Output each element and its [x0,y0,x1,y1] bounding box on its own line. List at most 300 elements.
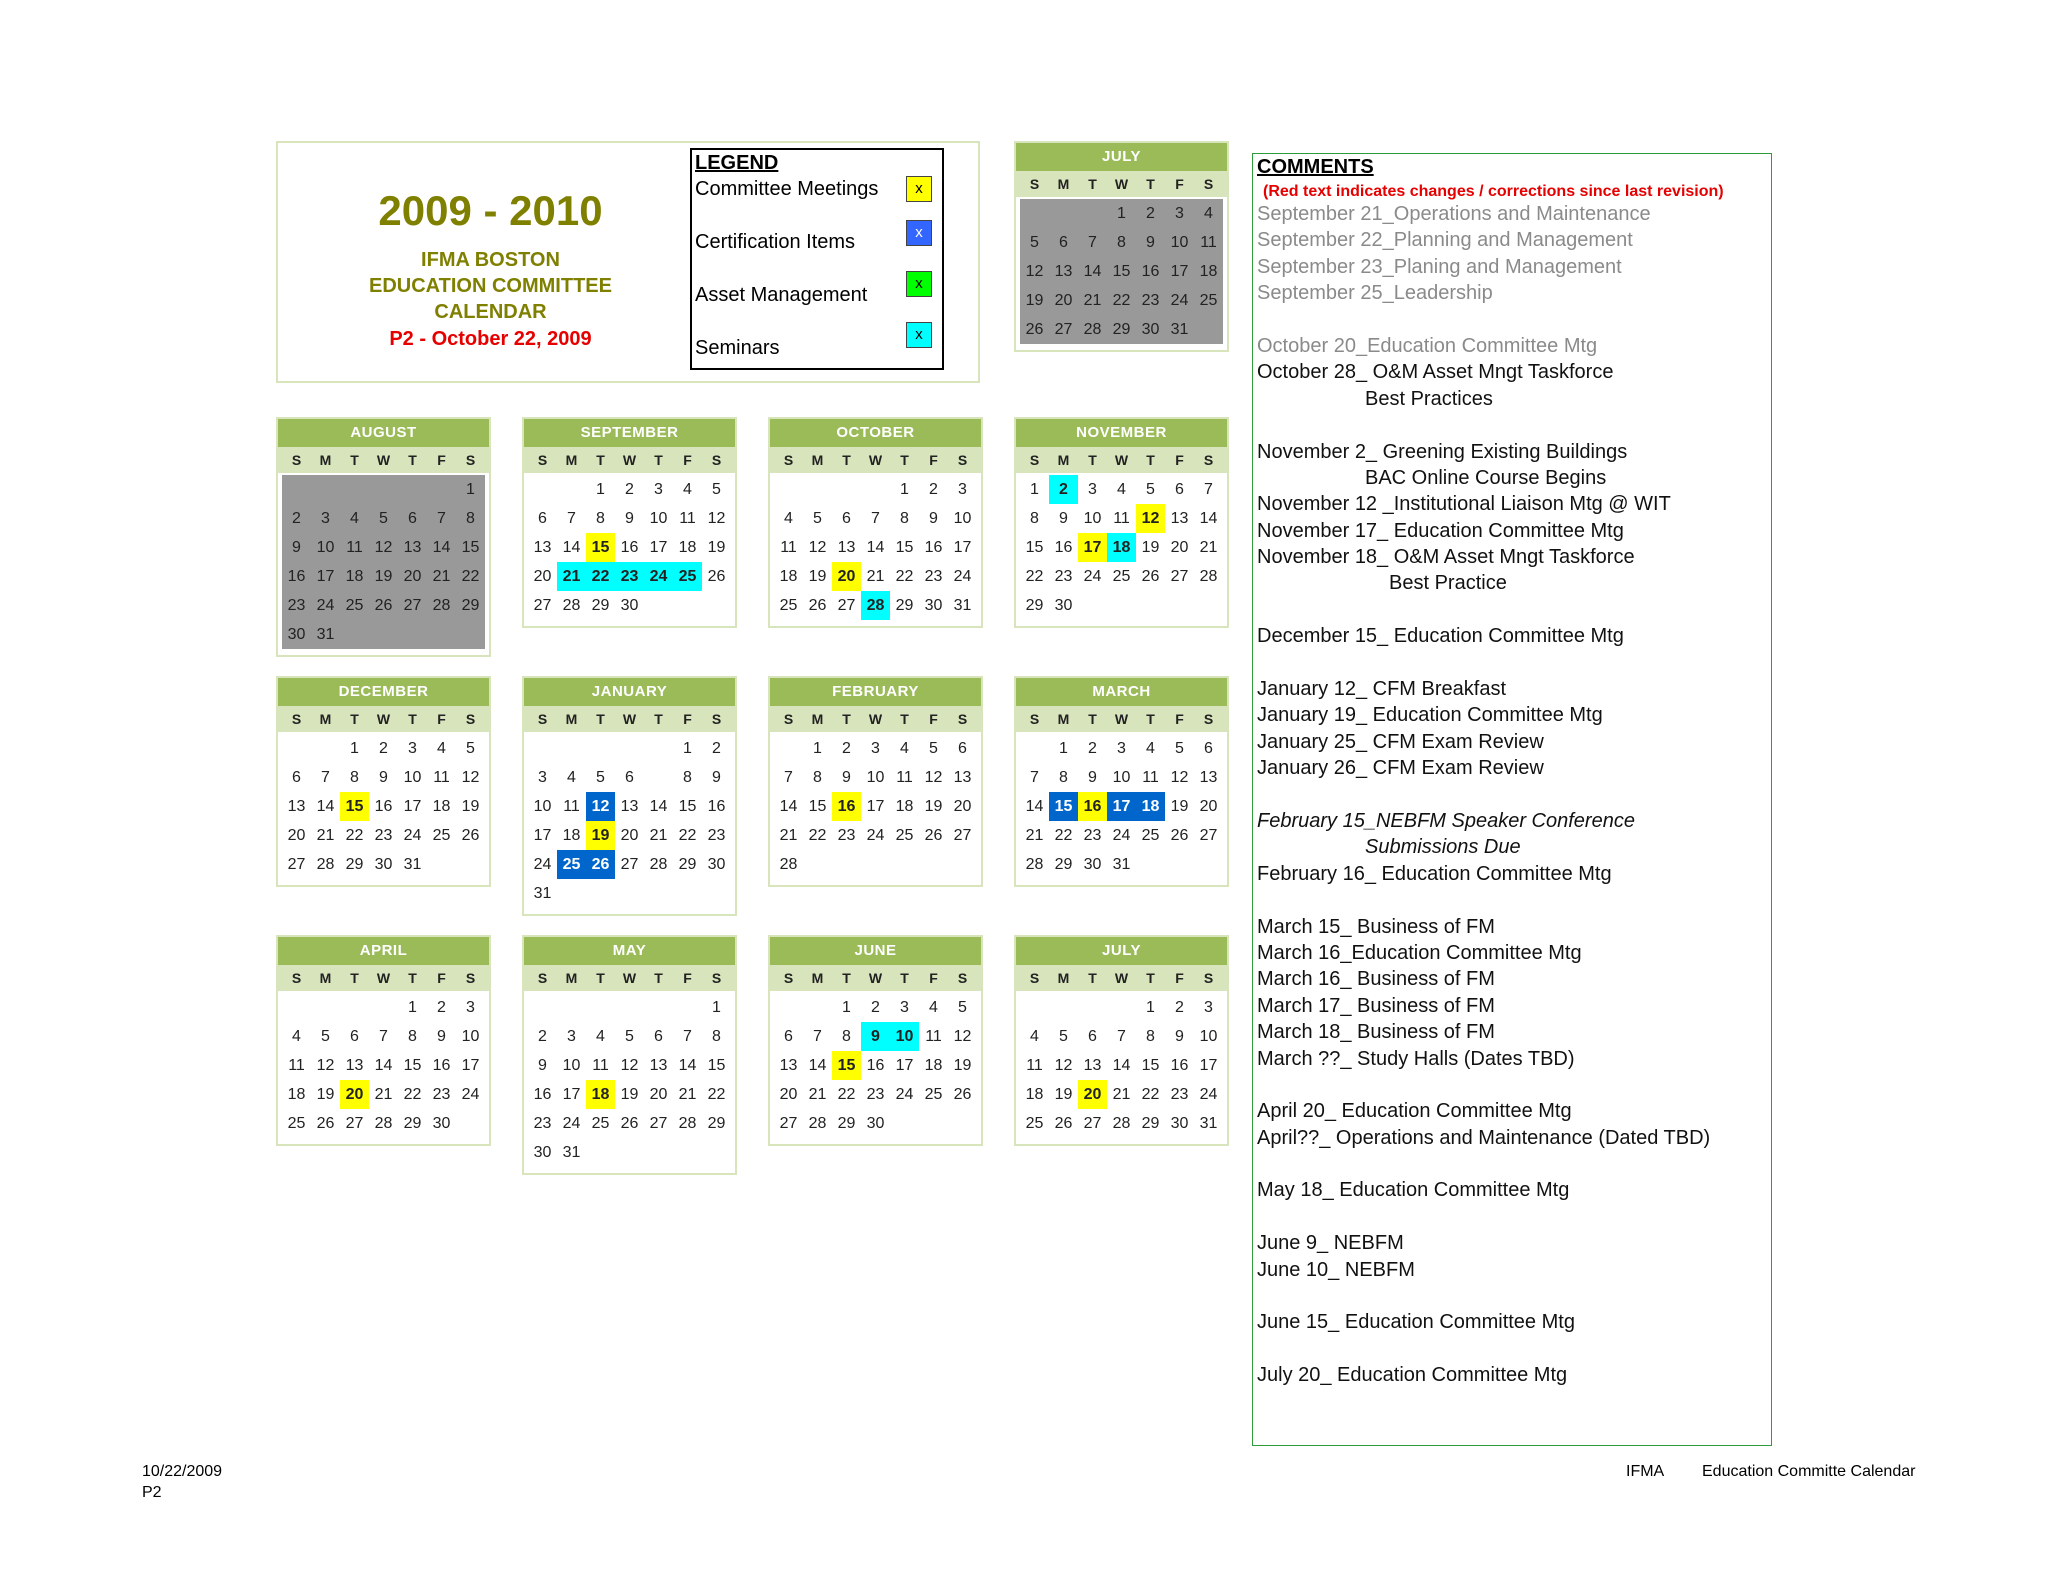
day-cell: 14 [1112,1057,1131,1074]
day-cell: 4 [683,481,692,498]
month-name: FEBRUARY [770,678,981,706]
day-cell: 4 [929,999,938,1016]
day-cell: 14 [678,1057,697,1074]
day-cell-seminar: 21 [557,562,586,591]
weekday-label: F [437,970,446,986]
day-cell: 14 [374,1057,393,1074]
weekday-header [1016,706,1227,732]
day-cell: 10 [1112,769,1131,786]
day-cell: 2 [282,504,311,533]
day-cell: 11 [1026,1057,1043,1074]
day-cell: 26 [316,1115,335,1132]
weekday-label: W [376,452,391,468]
day-cell: 18 [678,539,697,556]
day-cell: 18 [432,798,451,815]
day-cell: 9 [282,533,311,562]
empty-day-cell [890,1109,919,1138]
day-cell: 12 [369,533,398,562]
day-cell: 9 [929,510,938,527]
day-cell: 9 [437,1028,446,1045]
weekday-label: M [565,970,578,986]
empty-day-cell [557,993,586,1022]
day-cell: 25 [591,1115,610,1132]
day-cell: 5 [958,999,967,1016]
day-cell: 21 [678,1086,697,1103]
comment-spacer [1257,412,1771,438]
empty-day-cell [673,879,702,908]
weekday-label: T [1146,176,1155,192]
day-cell: 28 [649,856,668,873]
day-cell: 12 [953,1028,972,1045]
comment-spacer [1257,1283,1771,1309]
weekday-label: T [596,711,605,727]
day-cell: 6 [842,510,851,527]
day-cell: 20 [398,562,427,591]
empty-day-cell [1078,591,1107,620]
day-grid [524,732,735,914]
weekday-label: F [437,711,446,727]
day-cell: 25 [1141,827,1160,844]
legend-swatch-committee: x [906,176,932,202]
day-cell: 24 [403,827,422,844]
day-cell: 7 [1204,481,1213,498]
day-cell: 4 [567,769,576,786]
legend-label-certification: Certification Items [695,231,856,253]
day-cell: 6 [625,769,634,786]
day-cell: 23 [1083,827,1102,844]
day-grid [770,991,981,1144]
empty-day-cell [1136,850,1165,879]
day-cell: 5 [1146,481,1155,498]
day-cell: 6 [1049,228,1078,257]
comment-line: March 16_Education Committee Mtg [1257,941,1582,964]
weekday-label: M [811,711,824,727]
day-cell: 16 [620,539,639,556]
day-cell: 8 [1146,1028,1155,1045]
month-january [522,676,737,916]
day-cell: 27 [345,1115,364,1132]
day-cell: 10 [1199,1028,1218,1045]
day-cell: 4 [1194,199,1223,228]
weekday-label: W [1114,970,1129,986]
day-cell: 24 [562,1115,581,1132]
weekday-label: T [900,452,909,468]
weekday-label: S [537,452,548,468]
weekday-label: T [408,711,417,727]
empty-day-cell [1165,850,1194,879]
day-cell: 15 [1141,1057,1160,1074]
day-cell: 28 [1112,1115,1131,1132]
day-cell: 18 [924,1057,943,1074]
weekday-label: S [1203,452,1214,468]
weekday-label: W [1114,452,1129,468]
day-cell: 30 [1136,315,1165,344]
month-name: JANUARY [524,678,735,706]
day-cell: 20 [1199,798,1218,815]
day-cell: 21 [649,827,668,844]
day-cell: 30 [374,856,393,873]
day-cell: 21 [1112,1086,1131,1103]
month-name: DECEMBER [278,678,489,706]
day-cell: 4 [1030,1028,1039,1045]
empty-day-cell [528,993,557,1022]
comment-spacer [1257,1151,1771,1177]
weekday-label: S [711,970,722,986]
day-cell: 8 [456,504,485,533]
weekday-label: S [465,452,476,468]
day-cell-committee: 20 [1078,1080,1107,1109]
day-cell: 26 [461,827,480,844]
empty-day-cell [427,850,456,879]
day-cell: 19 [369,562,398,591]
day-cell: 28 [1199,568,1218,585]
weekday-header [524,706,735,732]
day-cell: 12 [924,769,943,786]
day-cell: 3 [1165,199,1194,228]
weekday-label: F [683,452,692,468]
weekday-label: T [842,970,851,986]
month-name: MAY [524,937,735,965]
empty-day-cell [861,475,890,504]
day-cell: 11 [925,1028,942,1045]
comment-line: January 12_ CFM Breakfast [1257,678,1506,701]
day-cell: 21 [1199,539,1218,556]
day-cell: 26 [620,1115,639,1132]
day-cell: 3 [900,999,909,1016]
day-cell: 23 [282,591,311,620]
comment-line: December 15_ Education Committee Mtg [1257,625,1624,648]
day-cell-committee: 19 [586,821,615,850]
day-cell: 28 [374,1115,393,1132]
day-cell: 15 [1025,539,1044,556]
month-name: MARCH [1016,678,1227,706]
day-cell: 26 [808,597,827,614]
weekday-label: M [1057,711,1070,727]
day-cell: 16 [374,798,393,815]
day-cell: 31 [403,856,422,873]
day-cell: 2 [1088,740,1097,757]
day-cell: 16 [1170,1057,1189,1074]
comment-line: March 16_ Business of FM [1257,968,1495,991]
weekday-label: S [1029,176,1040,192]
day-cell: 8 [712,1028,721,1045]
day-cell: 7 [683,1028,692,1045]
empty-day-cell [644,734,673,763]
day-cell: 1 [350,740,359,757]
day-cell: 13 [620,798,639,815]
weekday-header [770,965,981,991]
day-cell: 30 [924,597,943,614]
day-cell: 10 [311,533,340,562]
day-cell: 22 [707,1086,726,1103]
month-december [276,676,491,887]
day-cell: 12 [1020,257,1049,286]
day-cell: 28 [1025,856,1044,873]
day-cell: 6 [1204,740,1213,757]
comment-spacer [1257,1336,1771,1362]
day-cell: 9 [625,510,634,527]
month-name: SEPTEMBER [524,419,735,447]
day-cell-certification: 12 [586,792,615,821]
day-cell: 17 [1199,1057,1218,1074]
empty-day-cell [1020,199,1049,228]
weekday-label: S [711,452,722,468]
day-cell: 13 [1199,769,1218,786]
weekday-label: W [376,711,391,727]
day-cell: 11 [1142,769,1159,786]
day-cell: 3 [654,481,663,498]
weekday-label: M [1057,176,1070,192]
empty-day-cell [1165,591,1194,620]
day-cell: 18 [340,562,369,591]
day-cell: 24 [895,1086,914,1103]
day-cell: 30 [282,620,311,649]
day-cell: 31 [1112,856,1131,873]
day-cell: 15 [808,798,827,815]
day-cell: 11 [1194,228,1223,257]
day-cell: 9 [1059,510,1068,527]
weekday-label: M [565,452,578,468]
empty-day-cell [673,993,702,1022]
day-cell: 23 [707,827,726,844]
weekday-label: M [565,711,578,727]
committee-name: EDUCATION COMMITTEE [369,275,612,297]
day-cell: 13 [649,1057,668,1074]
day-cell: 28 [427,591,456,620]
weekday-label: T [1146,970,1155,986]
weekday-header [1016,171,1227,197]
day-cell: 10 [533,798,552,815]
day-cell: 21 [808,1086,827,1103]
day-cell: 22 [895,568,914,585]
day-grid [770,732,981,885]
day-cell-committee: 16 [1078,792,1107,821]
day-cell: 13 [953,769,972,786]
weekday-label: F [1175,970,1184,986]
comment-line: November 12 _Institutional Liaison Mtg @ WIT [1257,493,1671,516]
day-cell-certification: 15 [1049,792,1078,821]
empty-day-cell [369,993,398,1022]
weekday-label: S [537,711,548,727]
day-cell: 14 [316,798,335,815]
day-cell: 20 [953,798,972,815]
day-cell: 8 [350,769,359,786]
day-cell: 21 [316,827,335,844]
day-cell: 7 [1117,1028,1126,1045]
comment-line: July 20_ Education Committee Mtg [1257,1364,1568,1387]
day-cell: 5 [1059,1028,1068,1045]
day-cell: 22 [456,562,485,591]
legend-label-seminars: Seminars [695,337,780,359]
day-cell: 29 [1107,315,1136,344]
comment-line: April 20_ Education Committee Mtg [1257,1100,1572,1123]
weekday-label: F [683,711,692,727]
day-cell: 3 [567,1028,576,1045]
day-cell: 29 [1141,1115,1160,1132]
day-cell: 30 [1054,597,1073,614]
day-cell: 17 [895,1057,914,1074]
day-cell: 23 [1136,286,1165,315]
day-cell-committee: 20 [340,1080,369,1109]
day-cell: 23 [837,827,856,844]
empty-day-cell [1020,993,1049,1022]
day-cell: 19 [1020,286,1049,315]
day-cell: 27 [398,591,427,620]
comment-line: June 10_ NEBFM [1257,1258,1415,1281]
day-cell: 3 [1088,481,1097,498]
day-cell: 31 [1199,1115,1218,1132]
day-cell: 3 [466,999,475,1016]
day-cell: 8 [683,769,692,786]
legend-swatch-asset: x [906,271,932,297]
day-cell: 22 [678,827,697,844]
day-cell: 31 [953,597,972,614]
day-cell: 12 [1054,1057,1073,1074]
day-cell: 7 [871,510,880,527]
day-cell: 1 [1059,740,1068,757]
day-cell: 9 [1136,228,1165,257]
weekday-label: S [1029,970,1040,986]
day-cell: 1 [1030,481,1039,498]
day-cell: 20 [779,1086,798,1103]
weekday-label: F [929,970,938,986]
day-cell: 6 [654,1028,663,1045]
day-cell: 21 [374,1086,393,1103]
day-cell: 8 [900,510,909,527]
comment-line: November 2_ Greening Existing Buildings [1257,440,1628,463]
legend-title: LEGEND [695,152,779,174]
day-cell: 13 [1170,510,1189,527]
day-cell: 8 [1107,228,1136,257]
day-cell: 5 [596,769,605,786]
day-cell-certification: 18 [1136,792,1165,821]
day-cell-committee: 12 [1136,504,1165,533]
day-cell: 9 [842,769,851,786]
day-cell: 2 [712,740,721,757]
day-cell: 14 [779,798,798,815]
day-cell: 1 [456,475,485,504]
day-cell: 18 [1025,1086,1044,1103]
weekday-label: T [1088,970,1097,986]
day-cell: 27 [837,597,856,614]
weekday-label: S [465,970,476,986]
empty-day-cell [861,850,890,879]
weekday-label: W [868,452,883,468]
day-cell: 29 [403,1115,422,1132]
day-cell: 1 [712,999,721,1016]
day-cell: 25 [779,597,798,614]
day-cell: 5 [1175,740,1184,757]
weekday-label: S [1029,452,1040,468]
comment-line: January 19_ Education Committee Mtg [1257,704,1603,727]
day-cell: 22 [837,1086,856,1103]
month-name: AUGUST [278,419,489,447]
weekday-label: S [1203,970,1214,986]
empty-day-cell [948,1109,977,1138]
day-cell: 21 [779,827,798,844]
day-cell: 14 [427,533,456,562]
day-cell: 22 [1107,286,1136,315]
day-cell: 11 [1113,510,1130,527]
day-cell: 13 [1083,1057,1102,1074]
day-cell: 27 [953,827,972,844]
day-cell: 14 [649,798,668,815]
day-cell: 28 [1078,315,1107,344]
day-cell: 5 [1020,228,1049,257]
day-cell: 16 [707,798,726,815]
empty-day-cell [1049,199,1078,228]
month-name: JUNE [770,937,981,965]
day-cell: 8 [1059,769,1068,786]
comment-spacer [1257,650,1771,676]
day-cell: 7 [813,1028,822,1045]
footer-doc: Education Committe Calendar [1702,1463,1916,1480]
empty-day-cell [1020,734,1049,763]
calendar-years: 2009 - 2010 [378,187,603,234]
day-cell: 13 [837,539,856,556]
revision-label: P2 - October 22, 2009 [389,328,592,350]
weekday-label: T [900,711,909,727]
weekday-label: F [1175,711,1184,727]
day-cell: 26 [369,591,398,620]
empty-day-cell [615,993,644,1022]
day-cell: 23 [374,827,393,844]
weekday-label: W [868,970,883,986]
day-cell: 27 [1083,1115,1102,1132]
month-march [1014,676,1229,887]
day-cell: 25 [1194,286,1223,315]
weekday-label: T [654,711,663,727]
empty-day-cell [644,879,673,908]
day-cell: 3 [1204,999,1213,1016]
empty-day-cell [586,879,615,908]
day-cell: 6 [398,504,427,533]
day-cell: 5 [466,740,475,757]
day-cell: 3 [871,740,880,757]
empty-day-cell [615,734,644,763]
empty-day-cell [948,850,977,879]
day-cell: 12 [461,769,480,786]
weekday-label: F [1175,176,1184,192]
empty-day-cell [644,591,673,620]
day-cell: 22 [345,827,364,844]
day-cell: 30 [620,597,639,614]
weekday-header [770,706,981,732]
day-cell: 1 [596,481,605,498]
empty-day-cell [456,850,485,879]
day-cell: 12 [707,510,726,527]
comment-line: May 18_ Education Committee Mtg [1257,1179,1570,1202]
comment-line: Best Practices [1365,387,1493,410]
day-cell: 10 [866,769,885,786]
weekday-label: T [350,711,359,727]
day-cell: 8 [842,1028,851,1045]
day-cell: 16 [924,539,943,556]
weekday-label: T [408,452,417,468]
legend-label-asset: Asset Management [695,284,868,306]
day-cell: 27 [287,856,306,873]
legend [690,148,944,370]
day-cell: 20 [620,827,639,844]
empty-day-cell [427,475,456,504]
empty-day-cell [644,993,673,1022]
comment-line: February 16_ Education Committee Mtg [1257,862,1612,885]
day-cell: 31 [562,1144,581,1161]
empty-day-cell [1107,993,1136,1022]
day-cell: 17 [533,827,552,844]
day-cell: 19 [1170,798,1189,815]
day-cell: 13 [345,1057,364,1074]
